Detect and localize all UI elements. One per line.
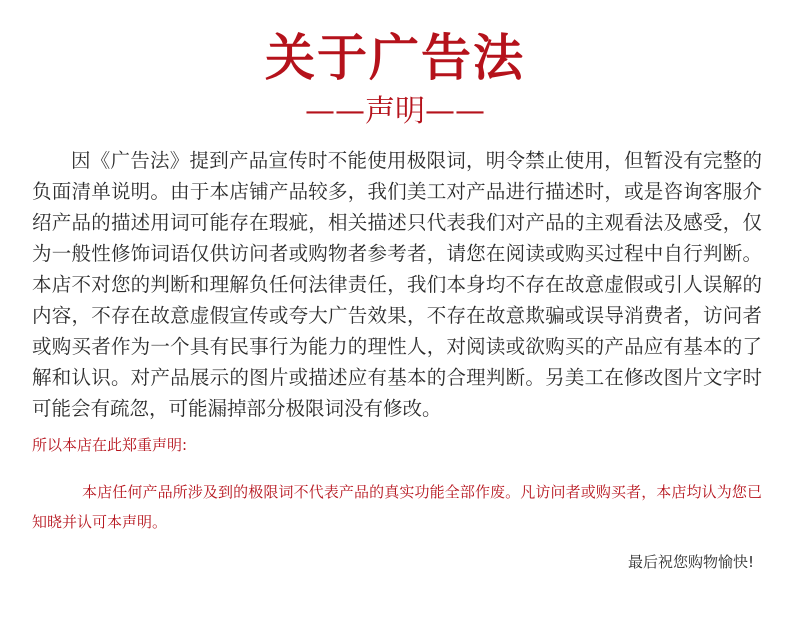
declaration-paragraph: 本店任何产品所涉及到的极限词不代表产品的真实功能全部作废。凡访问者或购买者，本店均认为您已知晓并认可本声明。 bbox=[32, 483, 762, 531]
closing-text: 最后祝您购物愉快! bbox=[627, 553, 754, 571]
intro-paragraph: 因《广告法》提到产品宣传时不能使用极限词，明令禁止使用，但暂没有完整的负面清单说明。由于本店铺产品较多，我们美工对产品进行描述时，或是咨询客服介绍产品的描述用词可能存在瑕疵，相关描述只代表我们对产品的主观看法及感受，仅为一般性修饰词语仅供访问者或购物者参考者，请您在阅读或购买过程中自行判断。本店不对您的判断和理解负任何法律责任，我们本身均不存在故意虚假或引人误解的内容，不存在故意虚假宣传或夸大广告效果，不存在故意欺骗或误导消费者，访问者或购买者作为一个具有民事行为能力的理性人，对阅读或欲购买的产品应有基本的了解和认识。对产品展示的图片或描述应有基本的合理判断。另美工在修改图片文字时可能会有疏忽，可能漏掉部分极限词没有修改。 bbox=[32, 149, 762, 420]
page-title: 关于广告法 bbox=[265, 29, 525, 87]
declaration-label: 所以本店在此郑重声明: bbox=[32, 436, 188, 454]
page-subtitle: ——声明—— bbox=[305, 94, 485, 129]
